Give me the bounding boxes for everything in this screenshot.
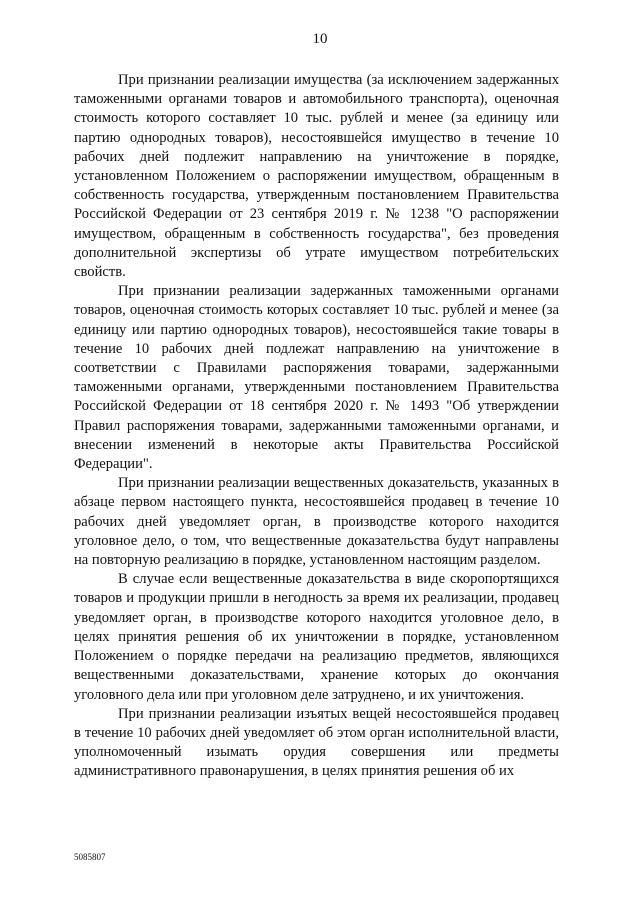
document-body [74,71,559,782]
paragraph-4: В случае если вещественные доказательства в виде скоропортящихся товаров и продукции пришли в негодность за время их реализации, продавец уведомляет орган, в производстве которого находится уголовное дело, в целях принятия решения об их уничтожении в порядке, установленном Положением о порядке передачи на реализацию предметов, являющихся вещественными доказательствами, хранение которых до окончания уголовного дела или при уголовном деле затруднено, и их уничтожения. [74,571,559,703]
document-id: 5085807 [74,852,106,862]
paragraph-1: При признании реализации имущества (за исключением задержанных таможенными органами товаров и автомобильного транспорта), оценочная стоимость которого составляет 10 тыс. рублей и менее (за единицу или партию однородных товаров), несостоявшейся имущество в течение 10 рабочих дней подлежит направлению на уничтожение в порядке, установленном Положением о распоряжении имуществом, обращенным в собственность государства, утвержденным постановлением Правительства Российской Федерации от 23 сентября 2019 г. № 1238 "О распоряжении имуществом, обращенным в собственность государства", без проведения дополнительной экспертизы об утрате имуществом потребительских свойств. [74,72,559,281]
paragraph-2: При признании реализации задержанных таможенными органами товаров, оценочная стоимость которых составляет 10 тыс. рублей и менее (за единицу или партию однородных товаров), несостоявшейся такие товары в течение 10 рабочих дней подлежат направлению на уничтожение в соответствии с Правилами распоряжения товарами, задержанными таможенными органами, утвержденными постановлением Правительства Российской Федерации от 18 сентября 2020 г. № 1493 "Об утверждении Правил распоряжения товарами, задержанными таможенными органами, и внесении изменений в некоторые акты Правительства Российской Федерации". [74,283,559,473]
page-number: 10 [312,31,328,47]
paragraph-3: При признании реализации вещественных доказательств, указанных в абзаце первом настоящего пункта, несостоявшейся продавец в течение 10 рабочих дней уведомляет орган, в производстве которого находится уголовное дело, о том, что вещественные доказательства будут направлены на повторную реализацию в порядке, установленном настоящим разделом. [74,475,559,569]
paragraph-5: При признании реализации изъятых вещей несостоявшейся продавец в течение 10 рабочих дней уведомляет об этом орган исполнительной власти, уполномоченный изымать орудия совершения или предметы административного правонарушения, в целях принятия решения об их [74,705,559,780]
